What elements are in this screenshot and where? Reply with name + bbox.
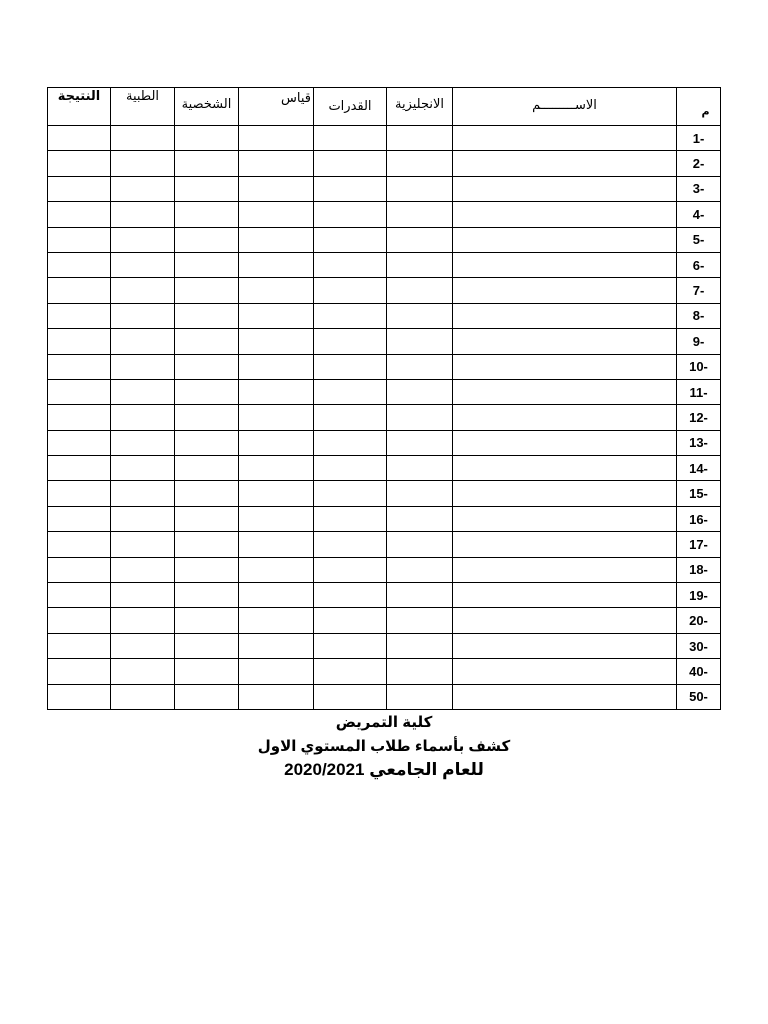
name-cell [453, 659, 677, 684]
student-list-table [47, 87, 721, 710]
personality-cell [175, 126, 239, 151]
name-cell [453, 227, 677, 252]
medical-cell [111, 227, 175, 252]
result-cell [48, 379, 111, 404]
table-row [48, 532, 721, 557]
name-cell [453, 202, 677, 227]
row-number-cell: 5- [677, 227, 721, 252]
result-cell [48, 456, 111, 481]
personality-cell [175, 532, 239, 557]
english-cell [387, 202, 453, 227]
english-cell [387, 278, 453, 303]
medical-cell [111, 608, 175, 633]
english-cell [387, 329, 453, 354]
table-header-row [48, 88, 721, 126]
personality-cell [175, 329, 239, 354]
english-cell [387, 227, 453, 252]
personality-cell [175, 456, 239, 481]
result-cell [48, 151, 111, 176]
english-cell [387, 608, 453, 633]
result-cell [48, 684, 111, 709]
name-cell [453, 405, 677, 430]
table-row [48, 684, 721, 709]
name-cell [453, 684, 677, 709]
table-row [48, 583, 721, 608]
result-cell [48, 405, 111, 430]
name-cell [453, 430, 677, 455]
name-cell [453, 354, 677, 379]
result-cell [48, 557, 111, 582]
measurement-cell [239, 659, 314, 684]
table-row [48, 176, 721, 201]
result-cell [48, 252, 111, 277]
header-medical-label: الطبية [125, 88, 160, 103]
row-number-cell: 13- [677, 430, 721, 455]
english-cell [387, 557, 453, 582]
english-cell [387, 126, 453, 151]
row-number-cell: 9- [677, 329, 721, 354]
table-row [48, 354, 721, 379]
header-medical [111, 88, 175, 126]
name-cell [453, 506, 677, 531]
header-english-label: الانجليزية [394, 96, 445, 111]
name-cell [453, 481, 677, 506]
table-body [48, 126, 721, 710]
personality-cell [175, 659, 239, 684]
medical-cell [111, 532, 175, 557]
table-row [48, 202, 721, 227]
row-number-cell: 15- [677, 481, 721, 506]
medical-cell [111, 557, 175, 582]
medical-cell [111, 633, 175, 658]
medical-cell [111, 684, 175, 709]
header-english [387, 88, 453, 126]
english-cell [387, 456, 453, 481]
table-row [48, 557, 721, 582]
measurement-cell [239, 633, 314, 658]
english-cell [387, 151, 453, 176]
abilities-cell [314, 354, 387, 379]
name-cell [453, 379, 677, 404]
measurement-cell [239, 227, 314, 252]
row-number-cell: 40- [677, 659, 721, 684]
table-row [48, 227, 721, 252]
name-cell [453, 633, 677, 658]
abilities-cell [314, 608, 387, 633]
header-number [677, 88, 721, 126]
english-cell [387, 583, 453, 608]
header-personality-label: الشخصية [181, 96, 232, 111]
result-cell [48, 583, 111, 608]
header-measurement [239, 88, 314, 126]
abilities-cell [314, 202, 387, 227]
abilities-cell [314, 176, 387, 201]
name-cell [453, 456, 677, 481]
name-cell [453, 557, 677, 582]
academic-year: للعام الجامعي 2020/2021 [284, 760, 484, 779]
result-cell [48, 633, 111, 658]
name-cell [453, 583, 677, 608]
header-abilities [314, 88, 387, 126]
table-row [48, 430, 721, 455]
english-cell [387, 405, 453, 430]
personality-cell [175, 405, 239, 430]
medical-cell [111, 329, 175, 354]
result-cell [48, 278, 111, 303]
header-name-label: الاســـــــــم [532, 97, 597, 112]
abilities-cell [314, 252, 387, 277]
personality-cell [175, 151, 239, 176]
measurement-cell [239, 532, 314, 557]
abilities-cell [314, 151, 387, 176]
english-cell [387, 481, 453, 506]
header-abilities-label: القدرات [328, 98, 372, 113]
row-number-cell: 17- [677, 532, 721, 557]
name-cell [453, 329, 677, 354]
abilities-cell [314, 227, 387, 252]
measurement-cell [239, 608, 314, 633]
personality-cell [175, 430, 239, 455]
medical-cell [111, 202, 175, 227]
row-number-cell: 4- [677, 202, 721, 227]
measurement-cell [239, 176, 314, 201]
measurement-cell [239, 557, 314, 582]
header-result [48, 88, 111, 126]
english-cell [387, 506, 453, 531]
table-row [48, 151, 721, 176]
row-number-cell: 20- [677, 608, 721, 633]
result-cell [48, 506, 111, 531]
english-cell [387, 633, 453, 658]
personality-cell [175, 481, 239, 506]
measurement-cell [239, 506, 314, 531]
name-cell [453, 176, 677, 201]
table-row [48, 405, 721, 430]
personality-cell [175, 202, 239, 227]
row-number-cell: 18- [677, 557, 721, 582]
row-number-cell: 2- [677, 151, 721, 176]
personality-cell [175, 633, 239, 658]
table-row [48, 456, 721, 481]
row-number-cell: 11- [677, 379, 721, 404]
table-row [48, 608, 721, 633]
row-number-cell: 6- [677, 252, 721, 277]
header-result-label: النتيجة [57, 88, 101, 103]
personality-cell [175, 227, 239, 252]
abilities-cell [314, 684, 387, 709]
result-cell [48, 126, 111, 151]
result-cell [48, 430, 111, 455]
name-cell [453, 126, 677, 151]
medical-cell [111, 481, 175, 506]
measurement-cell [239, 583, 314, 608]
personality-cell [175, 303, 239, 328]
header-measurement-label: قياس [281, 90, 311, 105]
measurement-cell [239, 329, 314, 354]
header-name [453, 88, 677, 126]
row-number-cell: 30- [677, 633, 721, 658]
measurement-cell [239, 252, 314, 277]
medical-cell [111, 151, 175, 176]
row-number-cell: 12- [677, 405, 721, 430]
abilities-cell [314, 126, 387, 151]
abilities-cell [314, 303, 387, 328]
english-cell [387, 532, 453, 557]
personality-cell [175, 583, 239, 608]
name-cell [453, 151, 677, 176]
abilities-cell [314, 278, 387, 303]
result-cell [48, 354, 111, 379]
medical-cell [111, 379, 175, 404]
row-number-cell: 8- [677, 303, 721, 328]
result-cell [48, 227, 111, 252]
row-number-cell: 10- [677, 354, 721, 379]
table-row [48, 303, 721, 328]
medical-cell [111, 126, 175, 151]
measurement-cell [239, 456, 314, 481]
measurement-cell [239, 354, 314, 379]
personality-cell [175, 379, 239, 404]
result-cell [48, 608, 111, 633]
personality-cell [175, 354, 239, 379]
table-row [48, 329, 721, 354]
table-row [48, 379, 721, 404]
row-number-cell: 3- [677, 176, 721, 201]
medical-cell [111, 430, 175, 455]
personality-cell [175, 684, 239, 709]
english-cell [387, 252, 453, 277]
row-number-cell: 50- [677, 684, 721, 709]
result-cell [48, 202, 111, 227]
measurement-cell [239, 481, 314, 506]
abilities-cell [314, 532, 387, 557]
name-cell [453, 532, 677, 557]
row-number-cell: 7- [677, 278, 721, 303]
english-cell [387, 379, 453, 404]
result-cell [48, 329, 111, 354]
table-row [48, 278, 721, 303]
name-cell [453, 303, 677, 328]
medical-cell [111, 659, 175, 684]
result-cell [48, 176, 111, 201]
abilities-cell [314, 430, 387, 455]
table-row [48, 126, 721, 151]
row-number-cell: 16- [677, 506, 721, 531]
name-cell [453, 278, 677, 303]
abilities-cell [314, 557, 387, 582]
header-personality [175, 88, 239, 126]
row-number-cell: 14- [677, 456, 721, 481]
row-number-cell: 1- [677, 126, 721, 151]
medical-cell [111, 278, 175, 303]
measurement-cell [239, 684, 314, 709]
medical-cell [111, 303, 175, 328]
medical-cell [111, 506, 175, 531]
personality-cell [175, 608, 239, 633]
measurement-cell [239, 430, 314, 455]
abilities-cell [314, 659, 387, 684]
table-row [48, 252, 721, 277]
college-name: كلية التمريض [335, 714, 433, 731]
abilities-cell [314, 456, 387, 481]
medical-cell [111, 583, 175, 608]
result-cell [48, 303, 111, 328]
measurement-cell [239, 126, 314, 151]
name-cell [453, 608, 677, 633]
table-row [48, 506, 721, 531]
abilities-cell [314, 583, 387, 608]
medical-cell [111, 405, 175, 430]
personality-cell [175, 176, 239, 201]
english-cell [387, 176, 453, 201]
english-cell [387, 354, 453, 379]
result-cell [48, 481, 111, 506]
english-cell [387, 303, 453, 328]
abilities-cell [314, 405, 387, 430]
medical-cell [111, 354, 175, 379]
header-number-label: م [701, 106, 710, 118]
result-cell [48, 532, 111, 557]
measurement-cell [239, 202, 314, 227]
abilities-cell [314, 379, 387, 404]
measurement-cell [239, 405, 314, 430]
abilities-cell [314, 481, 387, 506]
measurement-cell [239, 151, 314, 176]
personality-cell [175, 252, 239, 277]
table-row [48, 481, 721, 506]
medical-cell [111, 252, 175, 277]
result-cell [48, 659, 111, 684]
personality-cell [175, 557, 239, 582]
english-cell [387, 684, 453, 709]
measurement-cell [239, 278, 314, 303]
table-row [48, 659, 721, 684]
personality-cell [175, 506, 239, 531]
row-number-cell: 19- [677, 583, 721, 608]
table-row [48, 633, 721, 658]
english-cell [387, 430, 453, 455]
abilities-cell [314, 506, 387, 531]
name-cell [453, 252, 677, 277]
medical-cell [111, 176, 175, 201]
abilities-cell [314, 633, 387, 658]
list-title: كشف بأسماء طلاب المستوي الاول [257, 738, 511, 755]
medical-cell [111, 456, 175, 481]
measurement-cell [239, 303, 314, 328]
english-cell [387, 659, 453, 684]
abilities-cell [314, 329, 387, 354]
personality-cell [175, 278, 239, 303]
measurement-cell [239, 379, 314, 404]
